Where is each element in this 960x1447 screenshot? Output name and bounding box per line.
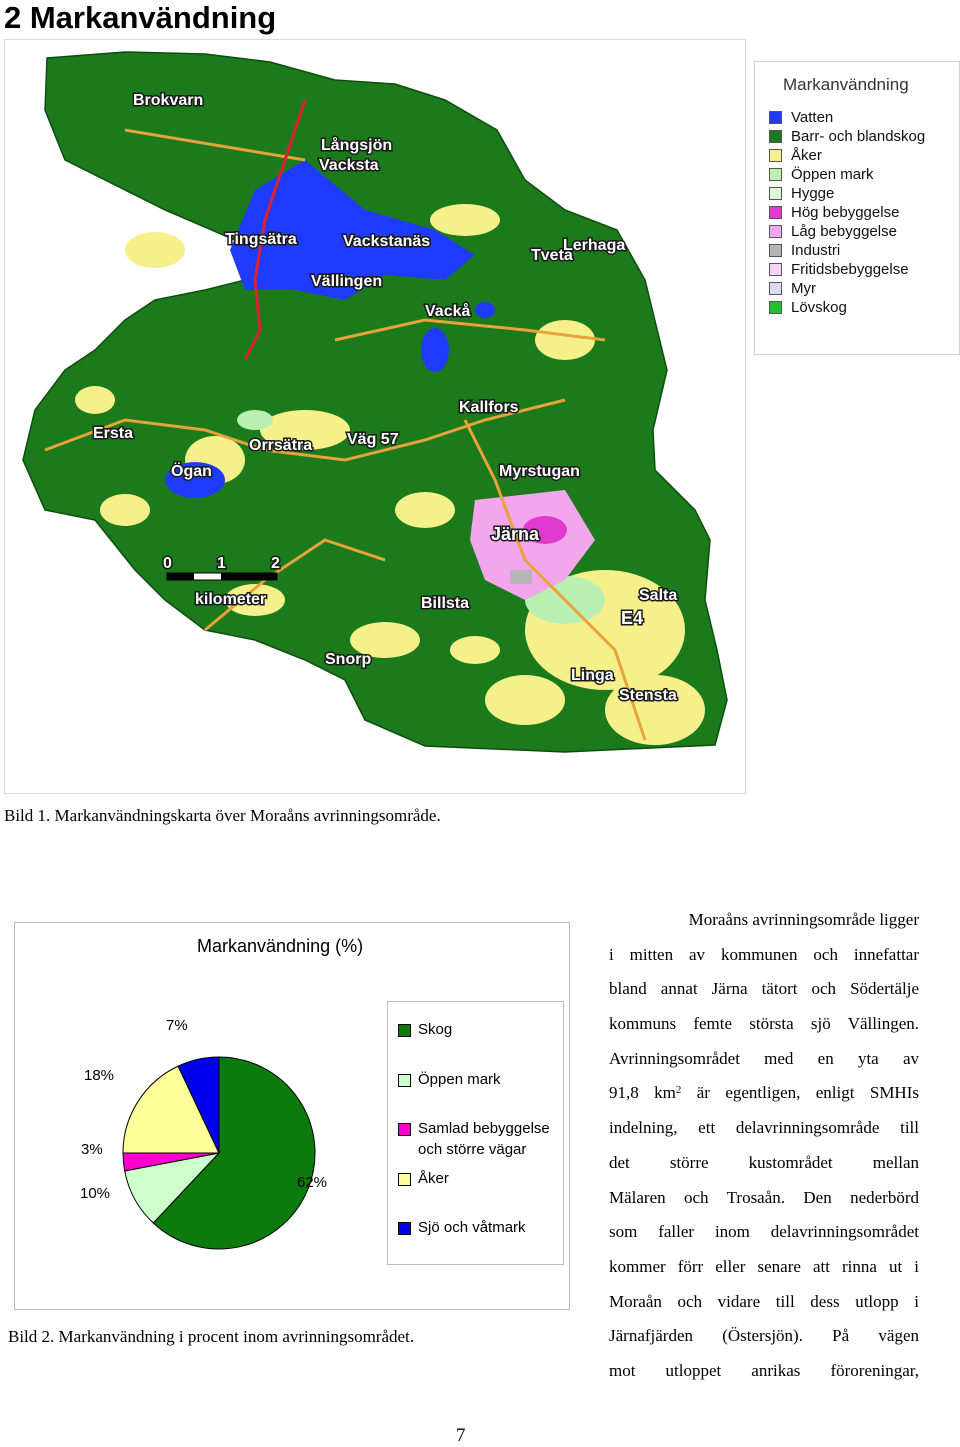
label-brokvarn: Brokvarn: [133, 92, 204, 109]
text-line: 91,8 $km^2$ är egentligen, enligt SMHIs: [609, 1083, 919, 1103]
label-vallingen: Vällingen: [311, 273, 383, 290]
pie-chart: [15, 923, 385, 1293]
pct-label-sjo: 7%: [166, 1017, 188, 1034]
legend-swatch: [398, 1222, 411, 1235]
label-salta: Salta: [639, 587, 678, 604]
legend-swatch: [769, 111, 782, 124]
text-line: det större kustområdet mellan: [609, 1152, 919, 1172]
scale-bar: [167, 573, 277, 580]
label-langsjon: Långsjön: [321, 137, 393, 154]
label-e4: E4: [621, 608, 644, 628]
figure-caption-2: Bild 2. Markanvändning i procent inom avrinningsområdet.: [8, 1327, 415, 1346]
text-line: Moraån och vidare till dess utlopp i: [609, 1291, 919, 1311]
pie-legend-bebyggelse-line1: Samlad bebyggelse: [418, 1120, 550, 1137]
text-line: som faller inom delavrinningsområdet: [609, 1222, 919, 1242]
legend-swatch: [769, 301, 782, 314]
legend-item-lag-bebyggelse: Låg bebyggelse: [769, 223, 897, 240]
map-graphic: [5, 40, 745, 793]
text-line: mot utloppet anrikas föroreningar,: [609, 1360, 919, 1380]
label-ogan: Ögan: [171, 463, 212, 480]
legend-item-vatten: Vatten: [769, 109, 833, 126]
legend-swatch: [769, 282, 782, 295]
text-line: Avrinningsområdet med en yta av: [609, 1048, 919, 1068]
legend-swatch: [398, 1074, 411, 1087]
pct-label-bebyggelse: 3%: [81, 1141, 103, 1158]
label-kallfors: Kallfors: [459, 399, 519, 416]
legend-swatch: [398, 1123, 411, 1136]
pie-chart-title: Markanvändning (%): [197, 936, 364, 956]
pie-legend-sjo: Sjö och våtmark: [398, 1217, 526, 1238]
pct-label-aker: 18%: [84, 1067, 115, 1084]
text-line: Moraåns avrinningsområde ligger: [688, 910, 919, 929]
superscript: 2: [675, 1084, 682, 1097]
legend-item-industri: Industri: [769, 242, 840, 259]
label-tingsatra: Tingsätra: [225, 231, 297, 248]
legend-item-fritidsbebyggelse: Fritidsbebyggelse: [769, 261, 909, 278]
legend-swatch: [398, 1024, 411, 1037]
legend-item-skog: Barr- och blandskog: [769, 128, 925, 145]
label-ersta: Ersta: [93, 425, 134, 442]
legend-item-aker: Åker: [769, 147, 822, 164]
legend-swatch: [769, 130, 782, 143]
text-line: bland annat Järna tätort och Södertälje: [609, 979, 919, 999]
pie-legend: [387, 1001, 564, 1265]
pie-legend-oppen: Öppen mark: [398, 1069, 501, 1090]
label-tveta: Tveta: [531, 247, 573, 264]
text-line: Mälaren och Trosaån. Den nederbörd: [609, 1187, 919, 1207]
text-line: kommer förr eller senare att rinna ut i: [609, 1256, 919, 1276]
legend-swatch: [769, 187, 782, 200]
legend-swatch: [769, 149, 782, 162]
label-orrsatra: Orrsätra: [249, 437, 313, 454]
scale-tick-0: 0: [163, 555, 172, 572]
text-line: Järnafjärden (Östersjön). På vägen: [609, 1326, 919, 1346]
pct-label-oppen: 10%: [80, 1185, 111, 1202]
figure-caption-1: Bild 1. Markanvändningskarta över Moraåns avrinningsområde.: [4, 806, 441, 825]
land-use-map: [4, 39, 746, 794]
scale-unit: kilometer: [195, 591, 267, 608]
label-linga: Linga: [571, 667, 614, 684]
text-line: indelning, ett delavrinningsområde till: [609, 1118, 919, 1138]
text-line: i mitten av kommunen och innefattar: [609, 944, 919, 964]
page-heading: 2 Markanvändning: [4, 0, 277, 35]
label-snorp: Snorp: [325, 651, 372, 668]
pie-legend-skog: Skog: [398, 1019, 452, 1040]
pie-legend-aker: Åker: [398, 1168, 449, 1189]
legend-item-lovskog: Lövskog: [769, 299, 847, 316]
legend-item-hygge: Hygge: [769, 185, 834, 202]
pie-chart-box: [14, 922, 570, 1310]
pie-legend-bebyggelse-line2: och större vägar: [418, 1141, 527, 1158]
label-vackstanas: Vackstanäs: [343, 233, 431, 250]
legend-swatch: [769, 263, 782, 276]
label-vag57: Väg 57: [347, 431, 399, 448]
label-stensta: Stensta: [619, 687, 677, 704]
legend-swatch: [769, 244, 782, 257]
label-vacka: Vackå: [425, 303, 471, 320]
legend-swatch: [769, 225, 782, 238]
legend-item-myr: Myr: [769, 280, 816, 297]
legend-swatch: [398, 1173, 411, 1186]
page-number: 7: [456, 1425, 466, 1446]
label-jarna: Järna: [491, 524, 540, 544]
pct-label-skog: 62%: [297, 1174, 328, 1191]
text-line: kommuns femte största sjö Vällingen.: [609, 1014, 919, 1034]
label-vacksta: Vacksta: [319, 157, 379, 174]
label-myrstugan: Myrstugan: [499, 463, 580, 480]
scale-tick-2: 2: [271, 555, 280, 572]
body-paragraph: [609, 903, 919, 1389]
legend-item-oppen-mark: Öppen mark: [769, 166, 874, 183]
scale-tick-1: 1: [217, 555, 226, 572]
label-billsta: Billsta: [421, 595, 470, 612]
legend-swatch: [769, 206, 782, 219]
legend-swatch: [769, 168, 782, 181]
map-legend-title: Markanvändning: [783, 75, 909, 94]
label-lerhaga: Lerhaga: [563, 237, 626, 254]
map-legend: [754, 61, 960, 355]
pie-legend-bebyggelse: [398, 1118, 550, 1160]
legend-item-hog-bebyggelse: Hög bebyggelse: [769, 204, 899, 221]
